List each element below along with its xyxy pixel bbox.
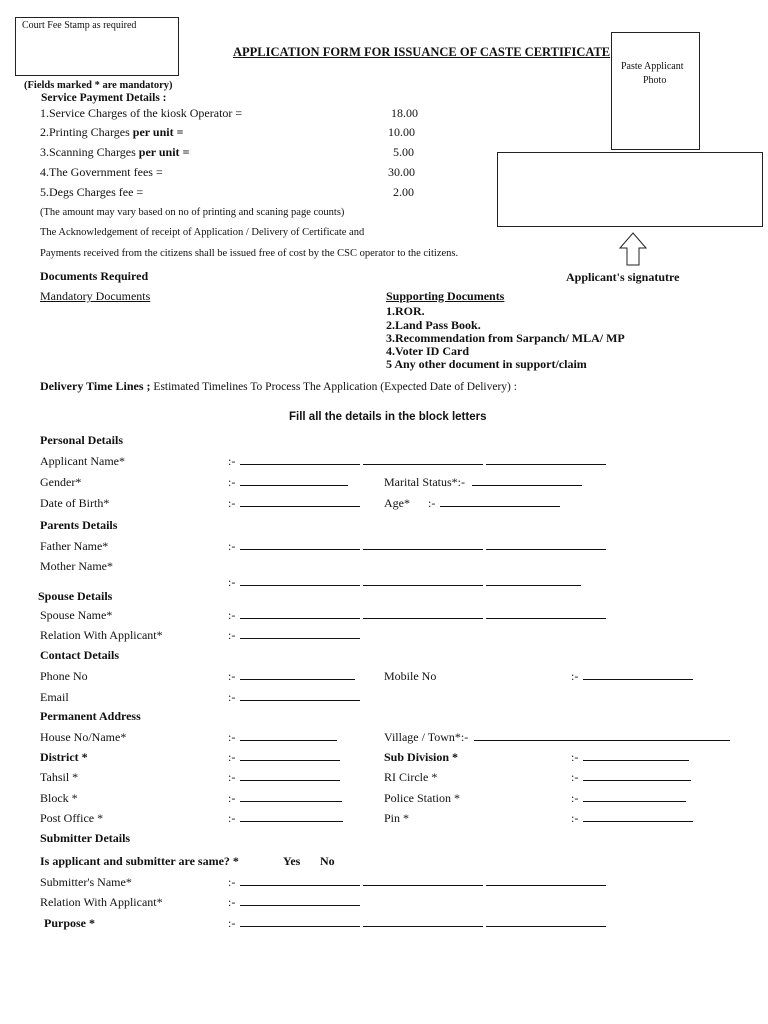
same-as-applicant-question: Is applicant and submitter are same? *	[40, 854, 239, 868]
spouse-relation-sep: :-	[228, 628, 236, 642]
mother-name-field[interactable]	[240, 575, 581, 590]
mother-name-sep: :-	[228, 575, 236, 589]
mobile-label: Mobile No	[384, 669, 437, 683]
post-office-field[interactable]	[240, 811, 343, 826]
district-field[interactable]	[240, 750, 340, 765]
tahsil-sep: :-	[228, 770, 236, 784]
phone-sep: :-	[228, 669, 236, 683]
contact-details-heading: Contact Details	[40, 648, 119, 662]
email-label: Email	[40, 690, 69, 704]
block-label: Block *	[40, 791, 78, 805]
parents-details-heading: Parents Details	[40, 518, 118, 532]
post-office-sep: :-	[228, 811, 236, 825]
tahsil-field[interactable]	[240, 770, 340, 785]
mobile-sep: :-	[571, 669, 579, 683]
father-name-label: Father Name*	[40, 539, 109, 553]
tahsil-label: Tahsil *	[40, 770, 79, 784]
email-sep: :-	[228, 690, 236, 704]
post-office-label: Post Office *	[40, 811, 104, 825]
gender-field[interactable]	[240, 475, 348, 490]
village-label	[384, 730, 468, 745]
court-fee-stamp-box	[15, 17, 179, 76]
spouse-name-label: Spouse Name*	[40, 608, 113, 622]
submitter-relation-label: Relation With Applicant*	[40, 895, 163, 909]
village-field[interactable]	[474, 730, 730, 745]
dob-label: Date of Birth*	[40, 496, 110, 510]
payment-note-1: (The amount may vary based on no of printing and scaning page counts)	[40, 207, 345, 218]
supporting-documents-heading: Supporting Documents	[386, 289, 505, 303]
mother-name-label: Mother Name*	[40, 559, 113, 573]
submitter-relation-sep: :-	[228, 895, 236, 909]
police-station-field[interactable]	[583, 791, 686, 806]
payment-amount-2: 10.00	[388, 125, 415, 139]
payment-amount-1: 18.00	[391, 106, 418, 120]
supporting-doc-2: 2.Land Pass Book.	[386, 318, 481, 332]
form-title: APPLICATION FORM FOR ISSUANCE OF CASTE CERTIFICATE	[233, 45, 611, 59]
supporting-doc-1: 1.ROR.	[386, 304, 425, 318]
spouse-relation-field[interactable]	[240, 628, 360, 643]
ri-circle-label: RI Circle *	[384, 770, 438, 784]
subdivision-sep: :-	[571, 750, 579, 764]
spouse-name-sep: :-	[228, 608, 236, 622]
purpose-field[interactable]	[240, 916, 606, 931]
supporting-doc-3: 3.Recommendation from Sarpanch/ MLA/ MP	[386, 331, 625, 345]
photo-label-line1: Paste Applicant	[621, 61, 684, 72]
submitter-name-field[interactable]	[240, 875, 606, 890]
mandatory-documents-label: Mandatory Documents	[40, 289, 151, 303]
payment-item-1: 1.Service Charges of the kiosk Operator =	[40, 106, 243, 120]
phone-field[interactable]	[240, 669, 355, 684]
ri-circle-field[interactable]	[583, 770, 691, 785]
dob-sep: :-	[228, 496, 236, 510]
applicant-name-field[interactable]	[240, 454, 606, 469]
pin-sep: :-	[571, 811, 579, 825]
signature-label: Applicant's signatutre	[566, 270, 680, 284]
submitter-name-sep: :-	[228, 875, 236, 889]
house-field[interactable]	[240, 730, 337, 745]
gender-label: Gender*	[40, 475, 82, 489]
house-label: House No/Name*	[40, 730, 127, 744]
block-sep: :-	[228, 791, 236, 805]
spouse-name-field[interactable]	[240, 608, 606, 623]
mandatory-note: (Fields marked * are mandatory)	[24, 80, 173, 91]
marital-status-field[interactable]	[472, 475, 582, 490]
block-letters-instruction: Fill all the details in the block letters	[289, 411, 487, 423]
permanent-address-heading: Permanent Address	[40, 709, 141, 723]
same-no-option[interactable]: No	[320, 854, 335, 868]
payment-note-3: Payments received from the citizens shall be issued free of cost by the CSC operator to the citizens.	[40, 248, 459, 259]
dob-field[interactable]	[240, 496, 360, 511]
payment-amount-5: 2.00	[393, 185, 414, 199]
payment-item-3: 3.Scanning Charges per unit =	[40, 145, 190, 159]
payment-item-2: 2.Printing Charges per unit =	[40, 125, 184, 139]
phone-label: Phone No	[40, 669, 88, 683]
supporting-doc-4: 4.Voter ID Card	[386, 344, 469, 358]
purpose-label: Purpose *	[44, 916, 95, 930]
submitter-relation-field[interactable]	[240, 895, 360, 910]
district-sep: :-	[228, 750, 236, 764]
court-fee-stamp-label: Court Fee Stamp as required	[22, 20, 137, 31]
police-station-label: Police Station *	[384, 791, 460, 805]
subdivision-label: Sub Division *	[384, 750, 459, 764]
pin-field[interactable]	[583, 811, 693, 826]
gender-sep: :-	[228, 475, 236, 489]
ri-circle-sep: :-	[571, 770, 579, 784]
payment-item-4: 4.The Government fees =	[40, 165, 163, 179]
mobile-field[interactable]	[583, 669, 693, 684]
purpose-sep: :-	[228, 916, 236, 930]
applicant-photo-box[interactable]	[611, 32, 700, 150]
spouse-relation-label: Relation With Applicant*	[40, 628, 163, 642]
village-label-text: Village / Town*:-	[384, 730, 469, 744]
submitter-name-label: Submitter's Name*	[40, 875, 132, 889]
age-label: Age*	[384, 496, 410, 510]
applicant-name-sep: :-	[228, 454, 236, 468]
payment-amount-4: 30.00	[388, 165, 415, 179]
signature-box[interactable]	[497, 152, 763, 227]
payment-heading: Service Payment Details :	[41, 92, 167, 104]
father-name-sep: :-	[228, 539, 236, 553]
personal-details-heading: Personal Details	[40, 433, 123, 447]
payment-amount-3: 5.00	[393, 145, 414, 159]
payment-note-2: The Acknowledgement of receipt of Application / Delivery of Certificate and	[40, 227, 365, 238]
documents-heading: Documents Required	[40, 269, 149, 283]
pin-label: Pin *	[384, 811, 410, 825]
email-field[interactable]	[240, 690, 360, 705]
marital-status-label: Marital Status*:-	[384, 475, 465, 489]
applicant-name-label: Applicant Name*	[40, 454, 125, 468]
block-field[interactable]	[240, 791, 342, 806]
father-name-field[interactable]	[240, 539, 606, 554]
age-sep: :-	[428, 496, 436, 510]
spouse-details-heading: Spouse Details	[38, 589, 113, 603]
district-label: District *	[40, 750, 88, 764]
police-station-sep: :-	[571, 791, 579, 805]
subdivision-field[interactable]	[583, 750, 689, 765]
age-field[interactable]	[440, 496, 560, 511]
supporting-doc-5: 5 Any other document in support/claim	[386, 357, 587, 371]
payment-item-5: 5.Degs Charges fee =	[40, 185, 144, 199]
delivery-timelines: Delivery Time Lines ; Estimated Timelines To Process The Application (Expected Date of Delivery) :	[40, 379, 517, 393]
house-sep: :-	[228, 730, 236, 744]
arrow-up-icon	[618, 232, 648, 266]
same-yes-option[interactable]: Yes	[283, 854, 301, 868]
submitter-details-heading: Submitter Details	[40, 831, 131, 845]
photo-label-line2: Photo	[643, 75, 667, 86]
